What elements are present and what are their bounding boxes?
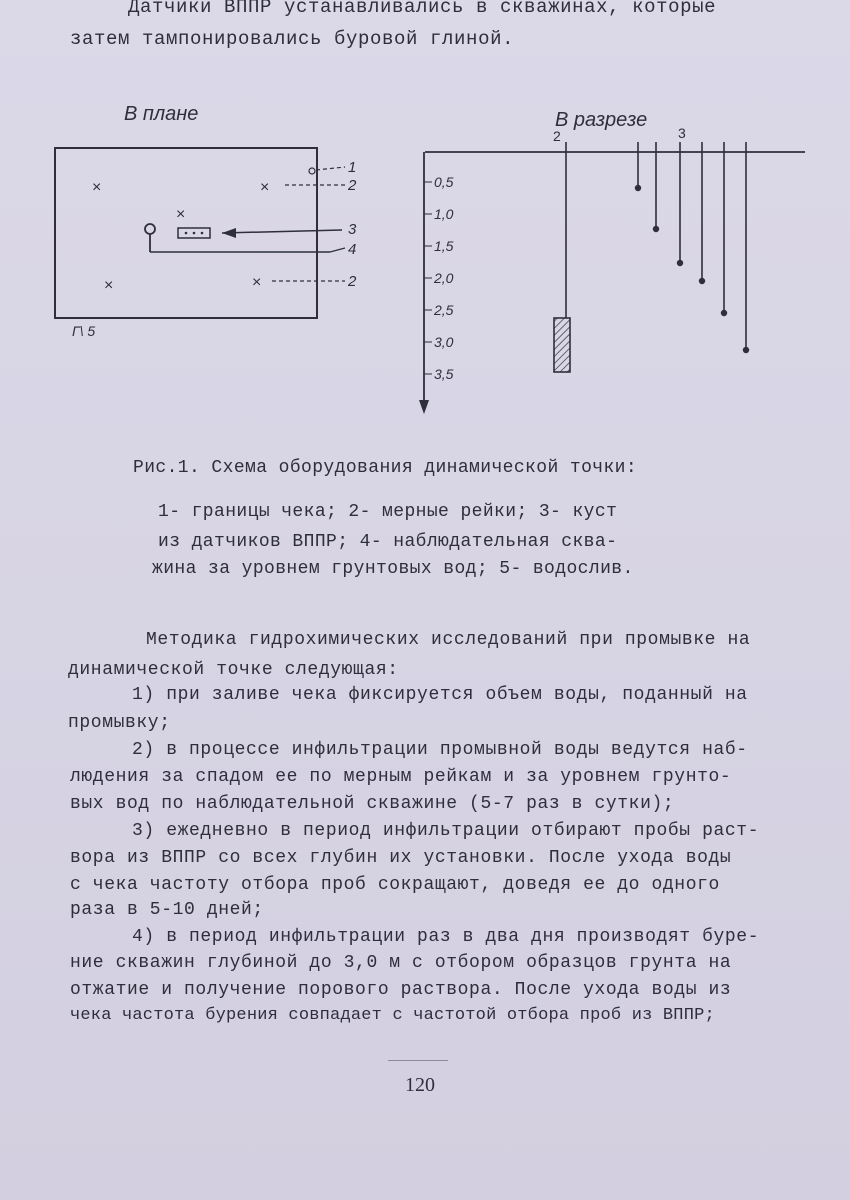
top-text-line-1: Датчики ВППР устанавливались в скважинах, которые xyxy=(128,0,717,18)
body-line: 4) в период инфильтрации раз в два дня производят буре- xyxy=(132,927,760,947)
section-well-filter xyxy=(554,318,570,372)
body-line: людения за спадом ее по мерным рейкам и за уровнем грунто- xyxy=(70,767,732,787)
depth-ticks xyxy=(424,174,454,382)
body-line: ние скважин глубиной до 3,0 м с отбором образцов грунта на xyxy=(70,953,732,973)
page-number: 120 xyxy=(405,1074,435,1096)
callout-3: 3 xyxy=(348,221,357,238)
callout-2-lower: 2 xyxy=(348,273,357,290)
rod-mark: × xyxy=(104,277,114,294)
body-line: Методика гидрохимических исследований при промывке на xyxy=(146,630,751,650)
plan-label: В плане xyxy=(124,103,199,125)
body-line: 1) при заливе чека фиксируется объем воды, поданный на xyxy=(132,685,748,705)
depth-1-0: 1,0 xyxy=(434,206,454,222)
depth-1-5: 1,5 xyxy=(434,238,454,254)
rod-mark: × xyxy=(252,274,262,291)
section-label-2: 2 xyxy=(553,128,561,144)
plan-corner-mark: Г\ 5 xyxy=(72,323,96,339)
body-line: 2) в процессе инфильтрации промывной воды ведутся наб- xyxy=(132,740,748,760)
observation-well xyxy=(145,224,155,234)
rod-mark: × xyxy=(260,179,270,196)
depth-2-5: 2,5 xyxy=(434,302,454,318)
body-line: динамической точке следующая: xyxy=(68,660,399,680)
figure-caption-line-3: жина за уровнем грунтовых вод; 5- водослив. xyxy=(152,559,634,579)
body-line: с чека частоту отбора проб сокращают, доведя ее до одного xyxy=(70,875,720,895)
callout-4: 4 xyxy=(348,241,357,258)
section-label: В разрезе xyxy=(555,109,648,131)
body-line: промывку; xyxy=(68,713,171,733)
body-line: раза в 5-10 дней; xyxy=(70,900,264,920)
rod-mark: × xyxy=(176,206,186,223)
page-number-rule xyxy=(388,1060,448,1061)
body-line: 3) ежедневно в период инфильтрации отбирают пробы раст- xyxy=(132,821,760,841)
body-line: вора из ВППР со всех глубин их установки. После ухода воды xyxy=(70,848,732,868)
section-label-3: 3 xyxy=(678,125,686,141)
depth-2-0: 2,0 xyxy=(434,270,454,286)
body-line: вых вод по наблюдательной скважине (5-7 раз в сутки); xyxy=(70,794,675,814)
callout-2: 2 xyxy=(348,177,357,194)
figure-caption-line-1: 1- границы чека; 2- мерные рейки; 3- куст xyxy=(158,502,618,522)
figure-caption-title: Рис.1. Схема оборудования динамической точки: xyxy=(133,458,638,478)
top-text-line-2: затем тампонировались буровой глиной. xyxy=(70,28,515,50)
body-line: отжатие и получение порового раствора. После ухода воды из xyxy=(70,980,732,1000)
callout-1: 1 xyxy=(348,159,357,176)
rod-mark: × xyxy=(92,179,102,196)
sensor-probes xyxy=(635,142,749,353)
depth-0-5: 0,5 xyxy=(434,174,454,190)
depth-3-0: 3,0 xyxy=(434,334,454,350)
body-line: чека частота бурения совпадает с частотой отбора проб из ВППР; xyxy=(70,1006,715,1025)
depth-3-5: 3,5 xyxy=(434,366,454,382)
figure-caption-line-2: из датчиков ВППР; 4- наблюдательная сква- xyxy=(158,532,618,552)
